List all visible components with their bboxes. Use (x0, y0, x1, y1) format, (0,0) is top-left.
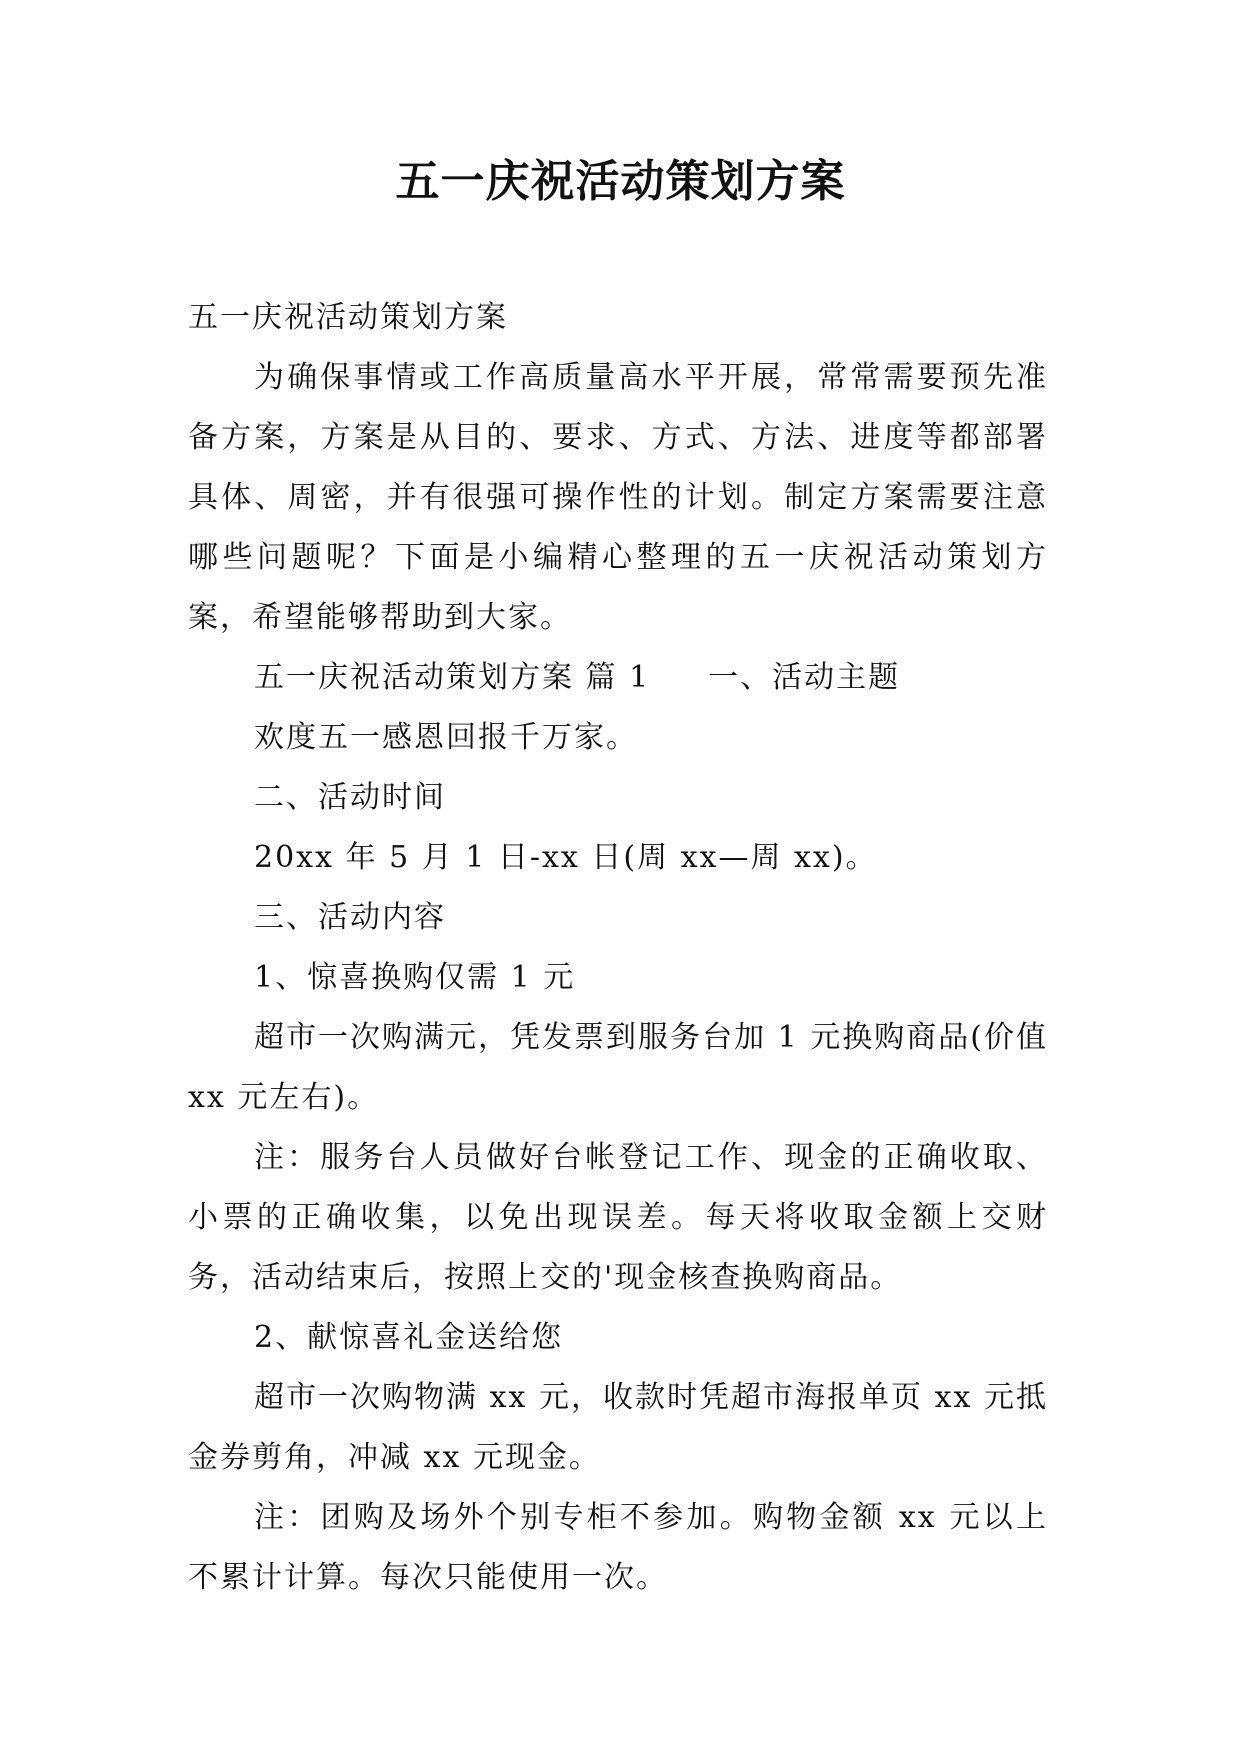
item-2-title: 2、献惊喜礼金送给您 (254, 1320, 564, 1355)
intro-paragraph: 为确保事情或工作高质量高水平开展，常常需要预先准备方案，方案是从目的、要求、方式、方法、进度等都部署具体、周密，并有很强可操作性的计划。制定方案需要注意哪些问题呢？下面是小编精心整理的五一庆祝活动策划方案，希望能够帮助到大家。 (188, 360, 1048, 635)
document-body (188, 288, 1048, 1608)
item-1-description: 超市一次购满元，凭发票到服务台加 1 元换购商品(价值 xx 元左右)。 (188, 1020, 1048, 1115)
theme-text: 欢度五一感恩回报千万家。 (254, 720, 638, 755)
item-1-note: 注：服务台人员做好台帐登记工作、现金的正确收取、小票的正确收集，以免出现误差。每天将收取金额上交财务，活动结束后，按照上交的'现金核查换购商品。 (188, 1140, 1048, 1295)
item-1-title: 1、惊喜换购仅需 1 元 (254, 960, 576, 995)
heading-time: 二、活动时间 (254, 780, 446, 815)
heading-theme: 一、活动主题 (708, 660, 901, 695)
section-label: 五一庆祝活动策划方案 篇 1 (254, 660, 651, 695)
document-title: 五一庆祝活动策划方案 (395, 156, 846, 207)
section-heading-line (188, 648, 1048, 708)
time-text: 20xx 年 5 月 1 日-xx 日(周 xx—周 xx)。 (254, 840, 878, 875)
item-2-note: 注：团购及场外个别专柜不参加。购物金额 xx 元以上不累计计算。每次只能使用一次。 (188, 1500, 1048, 1595)
document-subtitle: 五一庆祝活动策划方案 (188, 300, 508, 335)
item-2-description: 超市一次购物满 xx 元，收款时凭超市海报单页 xx 元抵金券剪角，冲减 xx 元现金。 (188, 1380, 1048, 1475)
heading-content: 三、活动内容 (254, 900, 446, 935)
